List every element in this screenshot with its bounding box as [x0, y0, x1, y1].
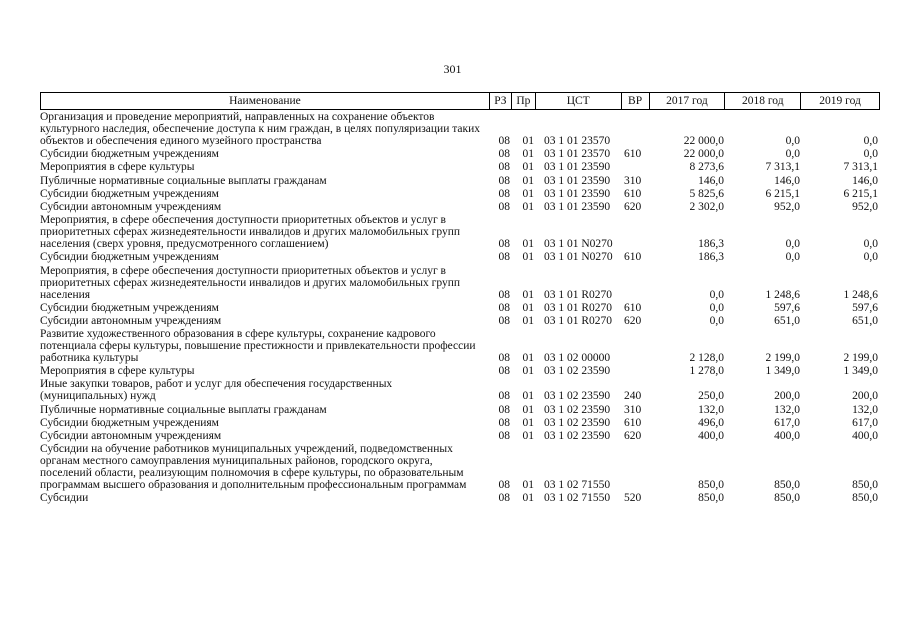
row-name: Мероприятия, в сфере обеспечения доступности приоритетных объектов и услуг в приоритетных сферах жизнедеятельности инвалидов и других маломобильных групп населения	[40, 264, 460, 301]
row-pr: 01	[522, 238, 534, 251]
table-row	[40, 148, 880, 160]
row-2017: 400,0	[698, 430, 724, 442]
row-2017: 2 302,0	[689, 200, 724, 213]
row-2019: 1 248,6	[843, 288, 878, 301]
table-body	[40, 111, 880, 504]
row-cst: 03 1 02 00000	[544, 352, 611, 365]
row-pr: 01	[522, 390, 534, 403]
row-name: Субсидии бюджетным учреждениям	[40, 301, 219, 314]
row-2018: 0,0	[785, 135, 800, 147]
row-rz: 08	[498, 301, 510, 314]
row-name: Публичные нормативные социальные выплаты гражданам	[40, 174, 327, 187]
row-2018: 0,0	[785, 148, 800, 161]
row-pr: 01	[522, 365, 534, 378]
row-vr: 610	[624, 416, 642, 429]
row-2019: 651,0	[852, 314, 878, 327]
row-cst: 03 1 01 23590	[544, 161, 611, 174]
row-2018: 952,0	[774, 200, 800, 213]
header-name: Наименование	[41, 93, 490, 109]
row-pr: 01	[522, 352, 534, 365]
row-rz: 08	[498, 174, 510, 187]
row-rz: 08	[498, 135, 510, 147]
row-2017: 2 128,0	[689, 352, 724, 365]
row-pr: 01	[522, 314, 534, 327]
row-2018: 7 313,1	[765, 161, 800, 174]
row-pr: 01	[522, 135, 534, 147]
row-2019: 952,0	[852, 200, 878, 213]
row-name: Иные закупки товаров, работ и услуг для обеспечения государственных (муниципальных) нужд	[40, 378, 393, 403]
row-pr: 01	[522, 174, 534, 187]
row-2017: 8 273,6	[689, 161, 724, 174]
row-rz: 08	[498, 365, 510, 378]
row-2018: 1 349,0	[765, 365, 800, 378]
row-vr: 610	[624, 251, 642, 264]
row-2019: 0,0	[863, 251, 878, 264]
row-vr: 620	[624, 200, 642, 213]
row-vr: 610	[624, 148, 642, 161]
row-2019: 400,0	[852, 430, 878, 442]
row-rz: 08	[498, 187, 510, 200]
row-name: Субсидии бюджетным учреждениям	[40, 148, 219, 161]
row-rz: 08	[498, 148, 510, 161]
row-cst: 03 1 02 71550	[544, 479, 611, 492]
row-cst: 03 1 01 23570	[544, 148, 611, 161]
row-rz: 08	[498, 492, 510, 505]
row-cst: 03 1 02 23590	[544, 430, 611, 442]
row-2018: 850,0	[774, 479, 800, 492]
row-name: Субсидии автономным учреждениям	[40, 314, 222, 327]
table-row	[40, 265, 880, 301]
row-name: Субсидии автономным учреждениям	[40, 200, 222, 213]
row-vr: 620	[624, 314, 642, 327]
row-cst: 03 1 01 23590	[544, 187, 611, 200]
row-vr: 620	[624, 430, 642, 442]
row-2019: 617,0	[852, 416, 878, 429]
row-pr: 01	[522, 161, 534, 174]
row-2018: 0,0	[785, 238, 800, 251]
row-pr: 01	[522, 148, 534, 161]
row-name: Субсидии бюджетным учреждениям	[40, 251, 219, 264]
row-cst: 03 1 02 23590	[544, 416, 611, 429]
table-row	[40, 111, 880, 147]
row-rz: 08	[498, 314, 510, 327]
row-name: Субсидии на обучение работников муниципальных учреждений, подведомственных органам местного самоуправления муниципальных районов, городского округа, поселений области, реализующим полномочия в сфере культуры, по образовательным программам высшего образования и дополнительным профессиональным программам	[40, 443, 467, 492]
row-cst: 03 1 01 23590	[544, 174, 611, 187]
row-2018: 597,6	[774, 301, 800, 314]
row-pr: 01	[522, 403, 534, 416]
budget-table	[40, 92, 880, 506]
row-2017: 496,0	[698, 416, 724, 429]
row-rz: 08	[498, 238, 510, 251]
table-row	[40, 417, 880, 429]
header-2017: 2017 год	[650, 93, 726, 109]
table-row	[40, 302, 880, 314]
header-2018: 2018 год	[725, 93, 801, 109]
row-2018: 0,0	[785, 251, 800, 264]
row-2018: 132,0	[774, 403, 800, 416]
row-2017: 132,0	[698, 403, 724, 416]
row-vr: 520	[624, 492, 642, 505]
row-2018: 200,0	[774, 390, 800, 403]
header-pr: Пр	[512, 93, 536, 109]
row-rz: 08	[498, 161, 510, 174]
row-2017: 0,0	[709, 301, 724, 314]
row-vr: 310	[624, 174, 642, 187]
row-cst: 03 1 02 23590	[544, 403, 611, 416]
table-row	[40, 443, 880, 491]
row-2019: 850,0	[852, 479, 878, 492]
row-2017: 146,0	[698, 174, 724, 187]
row-name: Публичные нормативные социальные выплаты гражданам	[40, 403, 327, 416]
row-cst: 03 1 01 N0270	[544, 251, 613, 264]
row-2017: 22 000,0	[683, 148, 724, 161]
row-vr: 610	[624, 301, 642, 314]
row-rz: 08	[498, 479, 510, 492]
row-rz: 08	[498, 430, 510, 442]
row-rz: 08	[498, 352, 510, 365]
table-row	[40, 404, 880, 416]
row-2019: 597,6	[852, 301, 878, 314]
row-pr: 01	[522, 416, 534, 429]
header-cst: ЦСТ	[536, 93, 622, 109]
row-2017: 0,0	[709, 314, 724, 327]
row-vr: 310	[624, 403, 642, 416]
row-pr: 01	[522, 200, 534, 213]
row-pr: 01	[522, 301, 534, 314]
row-2019: 1 349,0	[843, 365, 878, 378]
row-2018: 2 199,0	[765, 352, 800, 365]
row-rz: 08	[498, 390, 510, 403]
row-2019: 0,0	[863, 135, 878, 147]
table-row	[40, 430, 880, 442]
row-2017: 850,0	[698, 492, 724, 505]
row-name: Мероприятия в сфере культуры	[40, 161, 195, 174]
row-vr: 610	[624, 187, 642, 200]
row-2017: 186,3	[698, 238, 724, 251]
row-name: Субсидии бюджетным учреждениям	[40, 416, 219, 429]
row-pr: 01	[522, 251, 534, 264]
row-name: Организация и проведение мероприятий, направленных на сохранение объектов культурного наследия, обеспечение доступа к ним граждан, в целях популяризации таких объектов и обеспечения единого музейного пространства	[40, 111, 480, 147]
table-row	[40, 315, 880, 327]
table-header	[40, 92, 880, 110]
row-2018: 651,0	[774, 314, 800, 327]
row-2018: 400,0	[774, 430, 800, 442]
row-pr: 01	[522, 430, 534, 442]
row-cst: 03 1 01 N0270	[544, 238, 613, 251]
row-pr: 01	[522, 187, 534, 200]
table-row	[40, 328, 880, 364]
row-2019: 850,0	[852, 492, 878, 505]
table-row	[40, 175, 880, 187]
row-cst: 03 1 01 R0270	[544, 288, 613, 301]
row-2019: 132,0	[852, 403, 878, 416]
table-row	[40, 365, 880, 377]
header-2019: 2019 год	[819, 95, 861, 107]
row-name: Мероприятия в сфере культуры	[40, 365, 195, 378]
row-2017: 5 825,6	[689, 187, 724, 200]
row-2019: 146,0	[852, 174, 878, 187]
row-2019: 2 199,0	[843, 352, 878, 365]
row-cst: 03 1 01 R0270	[544, 314, 613, 327]
row-cst: 03 1 02 23590	[544, 390, 611, 403]
row-rz: 08	[498, 416, 510, 429]
row-pr: 01	[522, 288, 534, 301]
row-rz: 08	[498, 200, 510, 213]
row-vr: 240	[624, 390, 642, 403]
row-cst: 03 1 01 23570	[544, 135, 611, 147]
row-2019: 6 215,1	[843, 187, 878, 200]
row-name: Субсидии бюджетным учреждениям	[40, 187, 219, 200]
row-cst: 03 1 01 R0270	[544, 301, 613, 314]
row-name: Мероприятия, в сфере обеспечения доступности приоритетных объектов и услуг в приоритетных сферах жизнедеятельности инвалидов и других маломобильных групп населения (сверх уровня, предусмотренного соглашением)	[40, 214, 460, 251]
row-rz: 08	[498, 288, 510, 301]
row-cst: 03 1 02 71550	[544, 492, 611, 505]
row-2018: 1 248,6	[765, 288, 800, 301]
row-name: Субсидии	[40, 492, 89, 505]
row-rz: 08	[498, 403, 510, 416]
table-row	[40, 492, 880, 504]
row-2018: 617,0	[774, 416, 800, 429]
table-row	[40, 161, 880, 173]
row-2018: 6 215,1	[765, 187, 800, 200]
row-pr: 01	[522, 479, 534, 492]
row-2017: 850,0	[698, 479, 724, 492]
table-row	[40, 201, 880, 213]
header-rz: РЗ	[490, 93, 512, 109]
table-row	[40, 378, 880, 402]
table-row	[40, 188, 880, 200]
row-pr: 01	[522, 492, 534, 505]
page-number: 301	[443, 62, 462, 76]
row-2019: 0,0	[863, 238, 878, 251]
row-2019: 0,0	[863, 148, 878, 161]
row-cst: 03 1 02 23590	[544, 365, 611, 378]
row-2017: 250,0	[698, 390, 724, 403]
row-2017: 1 278,0	[689, 365, 724, 378]
row-cst: 03 1 01 23590	[544, 200, 611, 213]
row-name: Субсидии автономным учреждениям	[40, 430, 222, 442]
row-2019: 7 313,1	[843, 161, 878, 174]
header-vr: ВР	[622, 93, 650, 109]
row-rz: 08	[498, 251, 510, 264]
row-2017: 22 000,0	[683, 135, 724, 147]
row-name: Развитие художественного образования в сфере культуры, сохранение кадрового потенциала сферы культуры, повышение престижности и привлекательности профессии работника культуры	[40, 328, 476, 365]
row-2018: 850,0	[774, 492, 800, 505]
row-2018: 146,0	[774, 174, 800, 187]
row-2019: 200,0	[852, 390, 878, 403]
table-row	[40, 214, 880, 250]
table-row	[40, 251, 880, 263]
row-2017: 186,3	[698, 251, 724, 264]
row-2017: 0,0	[709, 288, 724, 301]
